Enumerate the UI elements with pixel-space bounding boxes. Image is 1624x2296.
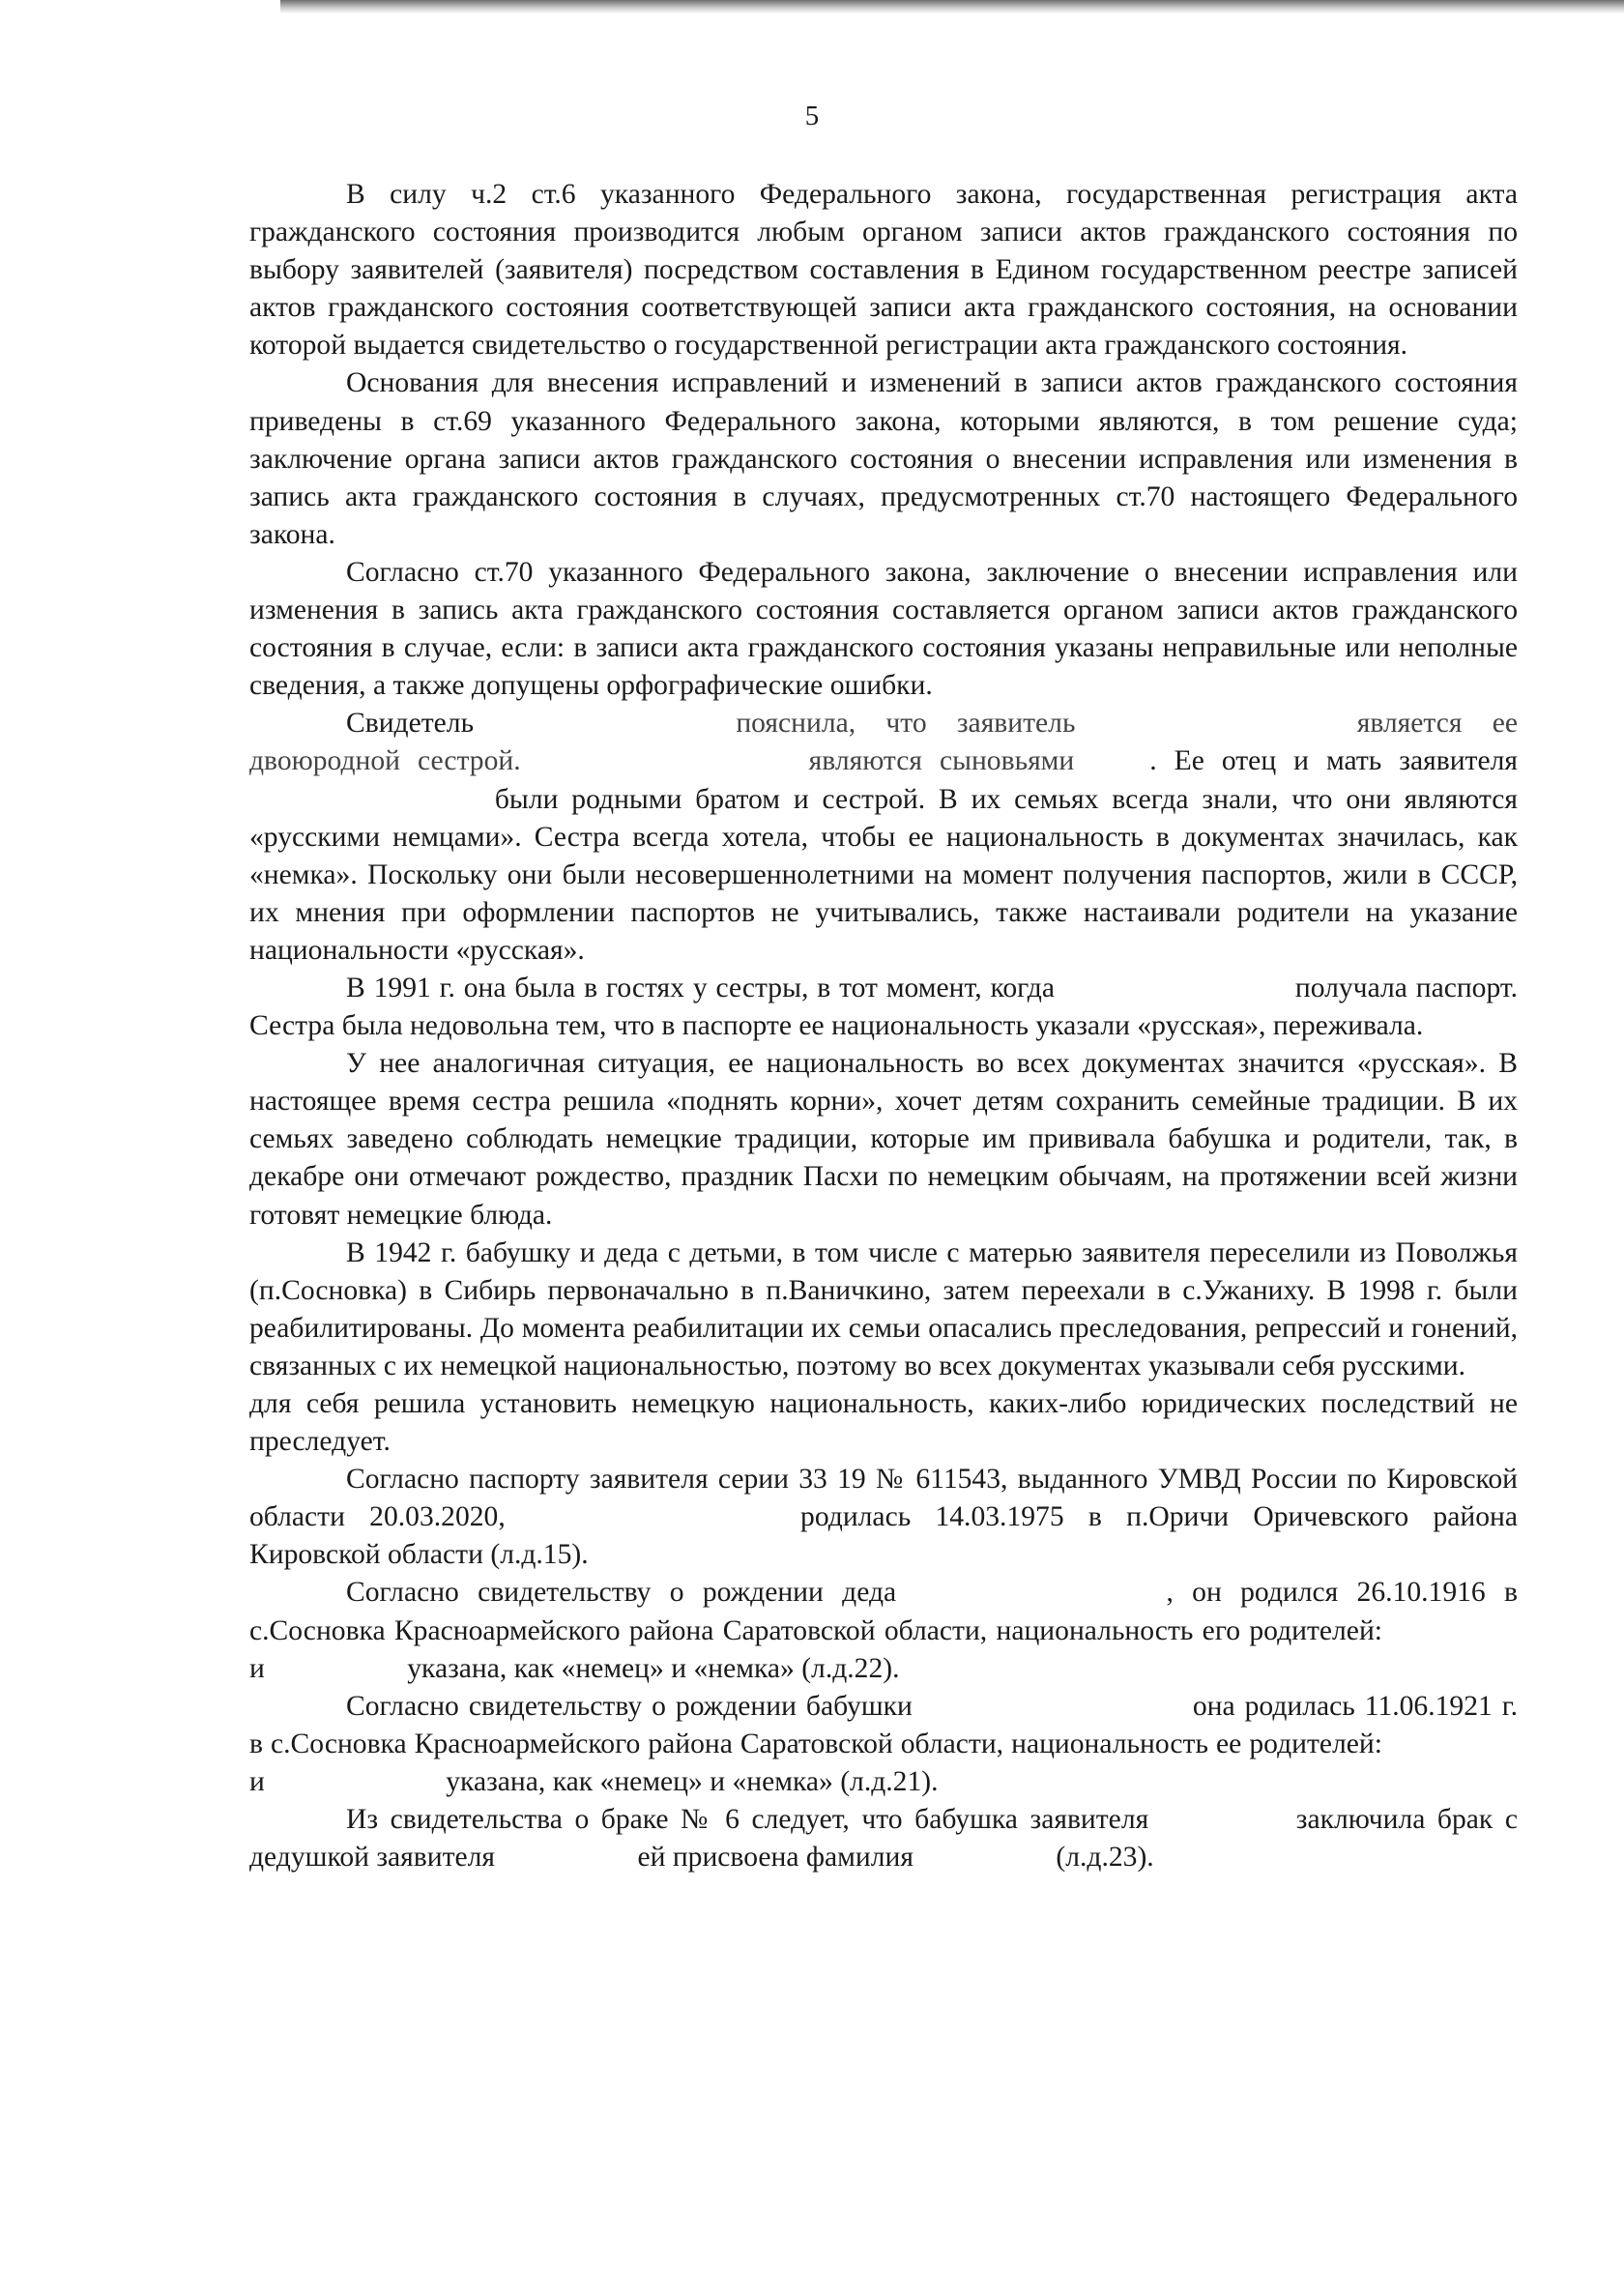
grandmother-text-3: и: [249, 1765, 265, 1797]
witness-text-1: Свидетель: [346, 708, 475, 740]
paragraph-article-70: Согласно ст.70 указанного Федерального закона, заключение о внесении исправления или изменения в запись акта гражданского состояния составляется органом записи актов гражданского состояния в случае, если: в записи акта гражданского состояния указаны неправильные или неполные сведения, а также допущены орфографические ошибки.: [249, 556, 1518, 702]
paragraph-1991: [249, 970, 1518, 1045]
grandmother-text-1: Согласно свидетельству о рождении бабушки: [346, 1690, 913, 1722]
paragraph-grounds: Основания для внесения исправлений и изменений в записи актов гражданского состояния приведены в ст.69 указанного Федерального закона, которыми являются, в том решение суда; заключение органа записи актов гражданского состояния о внесении исправления или изменения в запись акта гражданского состояния в случаях, предусмотренных ст.70 настоящего Федерального закона.: [249, 367, 1518, 550]
witness-text-3: является ее двоюродной сестрой.: [249, 708, 1518, 777]
document-body: [249, 176, 1518, 1876]
page-number: 5: [804, 101, 820, 131]
grandmother-text-4: указана, как «немец» и «немка» (л.д.21).: [446, 1765, 939, 1797]
p1991-text-2: получала паспорт. Сестра была недовольна тем, что в паспорте ее национальность указали «русская», переживала.: [249, 972, 1518, 1042]
paragraph-for-self: для себя решила установить немецкую национальность, каких-либо юридических последствий не преследует.: [249, 1388, 1518, 1458]
witness-text-6: были родными братом и сестрой. В их семьях всегда знали, что они являются «русскими немцами». Сестра всегда хотела, чтобы ее национальность в документах значилась, как «немка». Поскольку они были несовершеннолетними на момент получения паспортов, жили в СССР, их мнения при оформлении паспортов не учитывались, также настаивали родители на указание национальности «русская».: [249, 783, 1518, 966]
paragraph-1942: В 1942 г. бабушку и деда с детьми, в том числе с матерью заявителя переселили из Поволжья (п.Сосновка) в Сибирь первоначально в п.Ваничкино, затем переехали в с.Ужаниху. В 1998 г. были реабилитированы. До момента реабилитации их семьи опасались преследования, репрессий и гонений, связанных с их немецкой национальностью, поэтому во всех документах указывали себя русскими.: [249, 1236, 1518, 1381]
grandfather-text-1: Согласно свидетельству о рождении деда: [346, 1577, 897, 1609]
paragraph-witness: [249, 705, 1518, 970]
paragraph-passport: [249, 1461, 1518, 1574]
p1991-text-1: В 1991 г. она была в гостях у сестры, в тот момент, когда: [346, 972, 1055, 1003]
paragraph-analogous: У нее аналогичная ситуация, ее национальность во всех документах значится «русская». В настоящее время сестра решила «поднять корни», хочет детям сохранить семейные традиции. В их семьях заведено соблюдать немецкие традиции, которые им прививала бабушка и родители, так, в декабре они отмечают рождество, праздник Пасхи по немецким обычаям, на протяжении всей жизни готовят немецкие блюда.: [249, 1048, 1518, 1231]
witness-text-4: являются сыновьями: [808, 745, 1075, 777]
grandfather-text-3: и: [249, 1652, 265, 1684]
marriage-text-2: заключила брак с дедушкой заявителя: [249, 1804, 1518, 1874]
marriage-text-1: Из свидетельства о браке № 6 следует, что бабушка заявителя: [346, 1804, 1149, 1836]
grandfather-text-2: , он родился 26.10.1916 в с.Сосновка Красноармейского района Саратовской области, национальность его родителей:: [249, 1577, 1519, 1646]
paragraph-grandmother: [249, 1688, 1518, 1801]
witness-text-5: . Ее отец и мать заявителя: [1149, 745, 1518, 777]
marriage-text-3: ей присвоена фамилия: [637, 1842, 914, 1874]
passport-text-2: родилась 14.03.1975 в п.Оричи Оричевского района Кировской области (л.д.15).: [249, 1501, 1518, 1571]
passport-text-1: Согласно паспорту заявителя серии 33 19 № 611543, выданного УМВД России по Кировской области 20.03.2020,: [249, 1464, 1518, 1533]
grandfather-text-4: указана, как «немец» и «немка» (л.д.22).: [407, 1652, 900, 1684]
paragraph-registration: В силу ч.2 ст.6 указанного Федерального закона, государственная регистрация акта гражданского состояния производится любым органом записи актов гражданского состояния по выбору заявителей (заявителя) посредством составления в Едином государственном реестре записей актов гражданского состояния соответствующей записи акта гражданского состояния, на основании которой выдается свидетельство о государственной регистрации акта гражданского состояния.: [249, 179, 1518, 362]
paragraph-marriage: [249, 1801, 1518, 1876]
witness-text-2: пояснила, что заявитель: [736, 708, 1076, 740]
marriage-text-4: (л.д.23).: [1056, 1842, 1154, 1874]
paragraph-grandfather: [249, 1574, 1518, 1687]
grandmother-text-2: она родилась 11.06.1921 г. в с.Сосновка Красноармейского района Саратовской области, национальность ее родителей:: [249, 1690, 1519, 1759]
